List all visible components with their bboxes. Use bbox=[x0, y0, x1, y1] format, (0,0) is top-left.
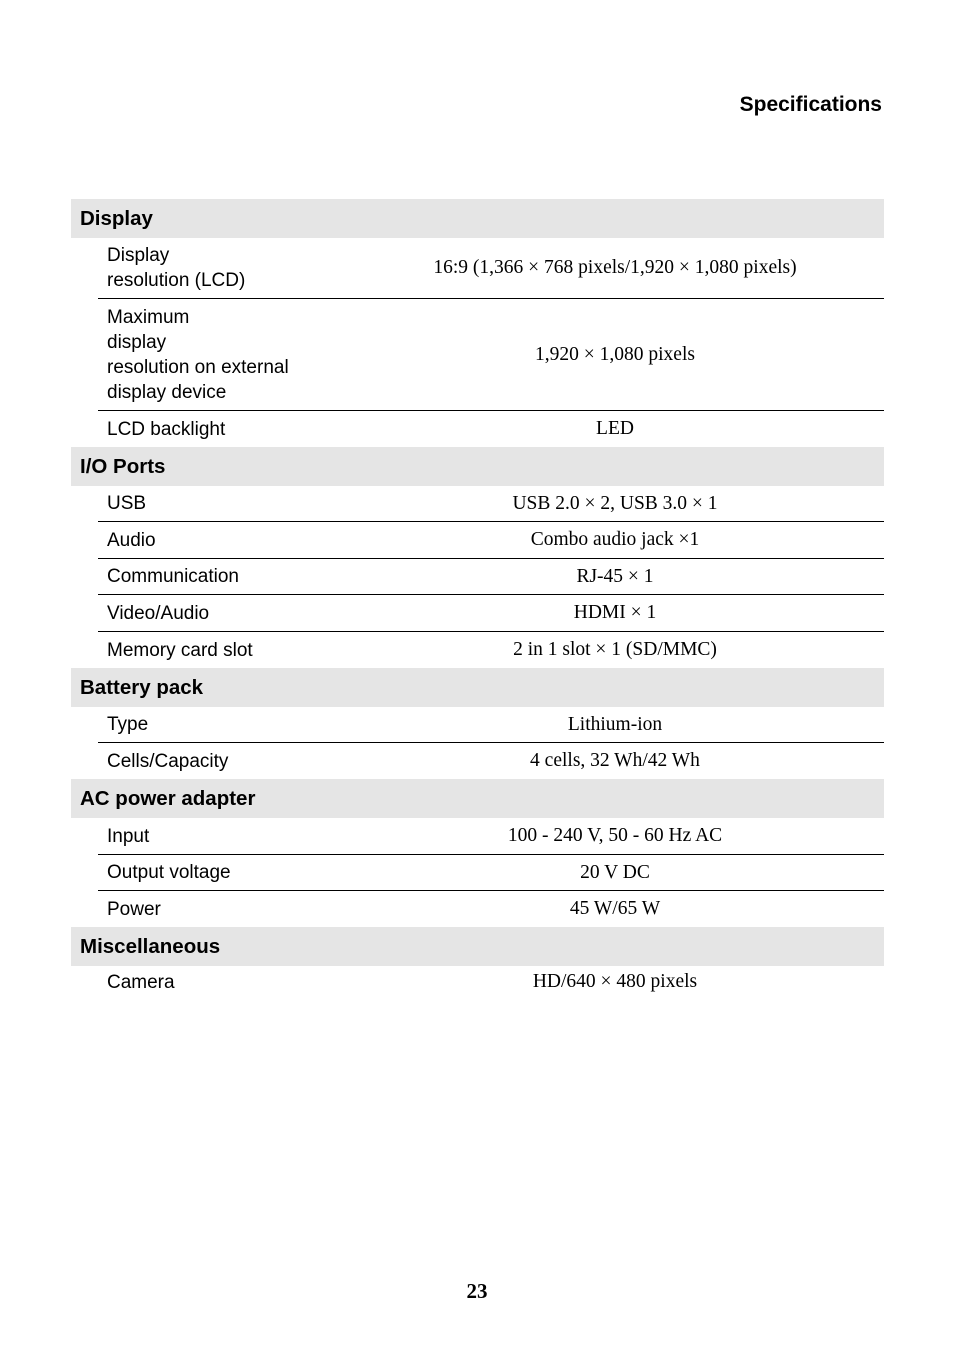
section-header-io-ports: I/O Ports bbox=[71, 447, 884, 486]
spec-label: Communication bbox=[107, 566, 239, 587]
spec-row-display-resolution bbox=[98, 238, 884, 299]
spec-row-camera bbox=[98, 966, 884, 998]
spec-value: 16:9 (1,366 × 768 pixels/1,920 × 1,080 pixels) bbox=[433, 257, 797, 278]
spec-row-audio bbox=[98, 522, 884, 559]
spec-label: Video/Audio bbox=[107, 602, 210, 624]
spec-row-output-voltage bbox=[98, 855, 884, 891]
spec-label: Type bbox=[107, 714, 149, 735]
spec-row-power bbox=[98, 891, 884, 927]
spec-label: Memory card slot bbox=[107, 639, 253, 661]
spec-value: 1,920 × 1,080 pixels bbox=[535, 343, 695, 365]
spec-value: HDMI × 1 bbox=[573, 602, 657, 623]
spec-value: 20 V DC bbox=[580, 861, 650, 883]
spec-value: Combo audio jack ×1 bbox=[530, 529, 700, 550]
spec-label: Input bbox=[107, 825, 150, 847]
spec-label: USB bbox=[107, 493, 147, 514]
spec-row-video-audio bbox=[98, 595, 884, 632]
spec-value: 45 W/65 W bbox=[569, 898, 661, 919]
section-header-ac-power-adapter: AC power adapter bbox=[71, 779, 884, 818]
spec-row-communication bbox=[98, 559, 884, 595]
spec-row-max-external-resolution bbox=[98, 299, 884, 411]
spec-row-cells-capacity bbox=[98, 743, 884, 779]
specifications-table bbox=[71, 199, 884, 998]
spec-label: Display resolution (LCD) bbox=[107, 245, 246, 291]
section-header-miscellaneous: Miscellaneous bbox=[71, 927, 884, 966]
spec-row-lcd-backlight bbox=[98, 411, 884, 447]
spec-value: 4 cells, 32 Wh/42 Wh bbox=[530, 750, 700, 771]
spec-row-usb bbox=[98, 486, 884, 522]
page-number: 23 bbox=[466, 1279, 488, 1303]
spec-label: LCD backlight bbox=[107, 418, 226, 440]
spec-value: 100 - 240 V, 50 - 60 Hz AC bbox=[507, 825, 723, 846]
page-header-title: Specifications bbox=[739, 93, 882, 116]
spec-label: Cells/Capacity bbox=[107, 750, 229, 772]
spec-value: USB 2.0 × 2, USB 3.0 × 1 bbox=[512, 492, 718, 514]
spec-value: RJ-45 × 1 bbox=[576, 565, 654, 587]
spec-label: Camera bbox=[107, 971, 175, 993]
section-header-battery-pack: Battery pack bbox=[71, 668, 884, 707]
spec-label: Power bbox=[107, 898, 161, 920]
spec-row-input bbox=[98, 818, 884, 855]
spec-value: 2 in 1 slot × 1 (SD/MMC) bbox=[513, 639, 717, 660]
spec-row-battery-type bbox=[98, 707, 884, 743]
spec-label: Maximum display resolution on external display device bbox=[107, 306, 289, 403]
spec-value: Lithium-ion bbox=[567, 713, 663, 735]
spec-value: HD/640 × 480 pixels bbox=[532, 971, 698, 992]
section-header-display: Display bbox=[71, 199, 884, 238]
spec-label: Audio bbox=[107, 529, 156, 551]
spec-label: Output voltage bbox=[107, 862, 231, 883]
spec-row-memory-card-slot bbox=[98, 632, 884, 668]
spec-value: LED bbox=[596, 418, 634, 439]
